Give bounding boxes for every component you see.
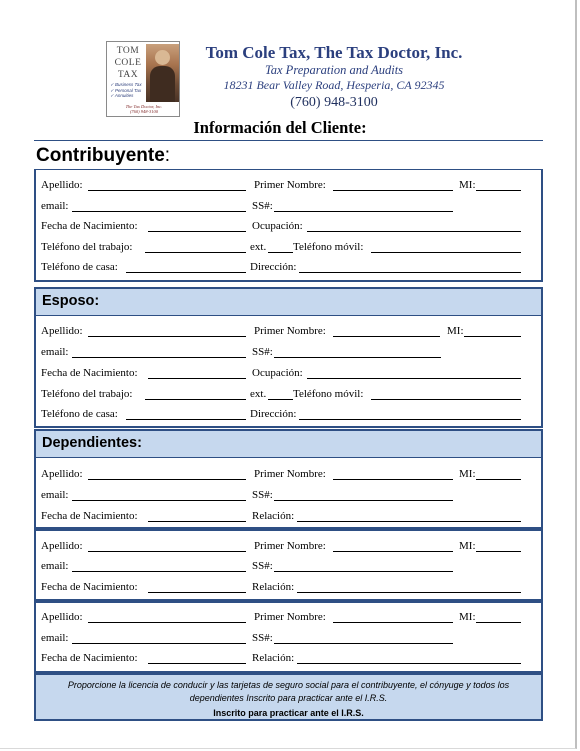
- dependiente-2-apellido-field[interactable]: [88, 551, 246, 552]
- dependiente-2-mi-field[interactable]: [476, 551, 521, 552]
- contribuyente-mi-field[interactable]: [476, 190, 521, 191]
- esposo-tel-casa-field[interactable]: [126, 419, 246, 420]
- footer-band: [34, 673, 543, 721]
- label-mi: MI:: [459, 468, 476, 480]
- label-email: email:: [41, 200, 69, 212]
- company-header: [184, 42, 484, 113]
- contribuyente-ext-field[interactable]: [268, 252, 293, 253]
- label-ocupacion: Ocupación:: [252, 220, 303, 232]
- contribuyente-tel-trabajo-field[interactable]: [145, 252, 246, 253]
- label-primer-nombre: Primer Nombre:: [254, 611, 326, 623]
- label-telefono-casa: Teléfono de casa:: [41, 408, 118, 420]
- esposo-mi-field[interactable]: [464, 336, 521, 337]
- label-fecha-nacimiento: Fecha de Nacimiento:: [41, 220, 138, 232]
- dependiente-1-fecha-field[interactable]: [148, 521, 246, 522]
- label-apellido: Apellido:: [41, 468, 83, 480]
- label-apellido: Apellido:: [41, 611, 83, 623]
- contribuyente-primer-nombre-field[interactable]: [333, 190, 453, 191]
- esposo-apellido-field[interactable]: [88, 336, 246, 337]
- esposo-fecha-field[interactable]: [148, 378, 246, 379]
- contribuyente-tel-casa-field[interactable]: [126, 272, 246, 273]
- contribuyente-direccion-field[interactable]: [299, 272, 521, 273]
- logo-footer: The Tax Doctor, Inc. (760) 948-3100: [125, 104, 163, 114]
- dependiente-2-ssn-field[interactable]: [274, 571, 453, 572]
- dependiente-1-primer-nombre-field[interactable]: [333, 479, 453, 480]
- dependiente-3-email-field[interactable]: [72, 643, 246, 644]
- label-ssn: SS#:: [252, 560, 273, 572]
- label-telefono-movil: Teléfono móvil:: [293, 241, 364, 253]
- label-email: email:: [41, 632, 69, 644]
- label-ssn: SS#:: [252, 346, 273, 358]
- label-mi: MI:: [447, 325, 464, 337]
- label-telefono-trabajo: Teléfono del trabajo:: [41, 241, 133, 253]
- footer-note: Proporcione la licencia de conducir y las tarjetas de seguro social para el contribuyente, el cónyuge y todos los dependientes Inscrito para practicar ante el I.R.S.: [67, 680, 510, 703]
- dependientes-header-band: [34, 429, 543, 459]
- label-apellido: Apellido:: [41, 540, 83, 552]
- esposo-email-field[interactable]: [72, 357, 246, 358]
- company-name: Tom Cole Tax, The Tax Doctor, Inc.: [205, 43, 463, 62]
- section-title-esposo: Esposo:: [42, 293, 100, 309]
- dependiente-2-fecha-field[interactable]: [148, 592, 246, 593]
- company-logo: [106, 41, 180, 117]
- label-mi: MI:: [459, 179, 476, 191]
- company-address: 18231 Bear Valley Road, Hesperia, CA 92345: [223, 78, 445, 92]
- esposo-ocupacion-field[interactable]: [307, 378, 521, 379]
- contribuyente-apellido-field[interactable]: [88, 190, 246, 191]
- label-telefono-movil: Teléfono móvil:: [293, 388, 364, 400]
- label-primer-nombre: Primer Nombre:: [254, 468, 326, 480]
- esposo-tel-trabajo-field[interactable]: [145, 399, 246, 400]
- dependiente-1-apellido-field[interactable]: [88, 479, 246, 480]
- label-ext: ext.: [250, 388, 267, 400]
- esposo-tel-movil-field[interactable]: [371, 399, 521, 400]
- label-ocupacion: Ocupación:: [252, 367, 303, 379]
- dependiente-3-ssn-field[interactable]: [274, 643, 453, 644]
- label-fecha-nacimiento: Fecha de Nacimiento:: [41, 510, 138, 522]
- contribuyente-tel-movil-field[interactable]: [371, 252, 521, 253]
- label-telefono-casa: Teléfono de casa:: [41, 261, 118, 273]
- section-title-contribuyente: Contribuyente:: [36, 145, 171, 166]
- label-primer-nombre: Primer Nombre:: [254, 325, 326, 337]
- page-title: Información del Cliente:: [193, 118, 367, 137]
- label-ssn: SS#:: [252, 200, 273, 212]
- company-subtitle: Tax Preparation and Audits: [264, 63, 404, 77]
- esposo-direccion-field[interactable]: [299, 419, 521, 420]
- label-email: email:: [41, 560, 69, 572]
- label-direccion: Dirección:: [250, 261, 297, 273]
- label-fecha-nacimiento: Fecha de Nacimiento:: [41, 652, 138, 664]
- logo-text: TOM COLE TAX: [114, 46, 142, 80]
- esposo-ext-field[interactable]: [268, 399, 293, 400]
- label-apellido: Apellido:: [41, 325, 83, 337]
- section-title-dependientes: Dependientes:: [42, 435, 142, 451]
- dependiente-1-email-field[interactable]: [72, 500, 246, 501]
- label-ssn: SS#:: [252, 489, 273, 501]
- footer-irs-note: Inscrito para practicar ante el I.R.S.: [213, 708, 364, 718]
- contribuyente-email-field[interactable]: [72, 211, 246, 212]
- dependiente-1-ssn-field[interactable]: [274, 500, 453, 501]
- contribuyente-ocupacion-field[interactable]: [307, 231, 521, 232]
- logo-services-list: ✓ Business Tax ✓ Personal Tax ✓ Annuities: [110, 82, 142, 98]
- label-ssn: SS#:: [252, 632, 273, 644]
- label-email: email:: [41, 489, 69, 501]
- esposo-primer-nombre-field[interactable]: [333, 336, 440, 337]
- esposo-ssn-field[interactable]: [274, 357, 441, 358]
- dependiente-1-relacion-field[interactable]: [297, 521, 521, 522]
- contribuyente-fecha-field[interactable]: [148, 231, 246, 232]
- esposo-header-band: [34, 287, 543, 317]
- contribuyente-rule: [34, 140, 543, 141]
- label-telefono-trabajo: Teléfono del trabajo:: [41, 388, 133, 400]
- label-primer-nombre: Primer Nombre:: [254, 540, 326, 552]
- label-fecha-nacimiento: Fecha de Nacimiento:: [41, 581, 138, 593]
- label-ext: ext.: [250, 241, 267, 253]
- dependiente-3-relacion-field[interactable]: [297, 663, 521, 664]
- dependiente-2-primer-nombre-field[interactable]: [333, 551, 453, 552]
- label-primer-nombre: Primer Nombre:: [254, 179, 326, 191]
- logo-photo: [146, 44, 179, 102]
- label-email: email:: [41, 346, 69, 358]
- label-fecha-nacimiento: Fecha de Nacimiento:: [41, 367, 138, 379]
- label-mi: MI:: [459, 540, 476, 552]
- company-phone: (760) 948-3100: [290, 95, 378, 110]
- dependiente-2-email-field[interactable]: [72, 571, 246, 572]
- dependiente-3-mi-field[interactable]: [476, 622, 521, 623]
- dependiente-1-mi-field[interactable]: [476, 479, 521, 480]
- dependiente-3-apellido-field[interactable]: [88, 622, 246, 623]
- label-direccion: Dirección:: [250, 408, 297, 420]
- contribuyente-ssn-field[interactable]: [274, 211, 453, 212]
- label-relacion: Relación:: [252, 652, 295, 664]
- label-apellido: Apellido:: [41, 179, 83, 191]
- label-relacion: Relación:: [252, 581, 295, 593]
- label-mi: MI:: [459, 611, 476, 623]
- dependiente-3-fecha-field[interactable]: [148, 663, 246, 664]
- dependiente-3-primer-nombre-field[interactable]: [333, 622, 453, 623]
- label-relacion: Relación:: [252, 510, 295, 522]
- dependiente-2-relacion-field[interactable]: [297, 592, 521, 593]
